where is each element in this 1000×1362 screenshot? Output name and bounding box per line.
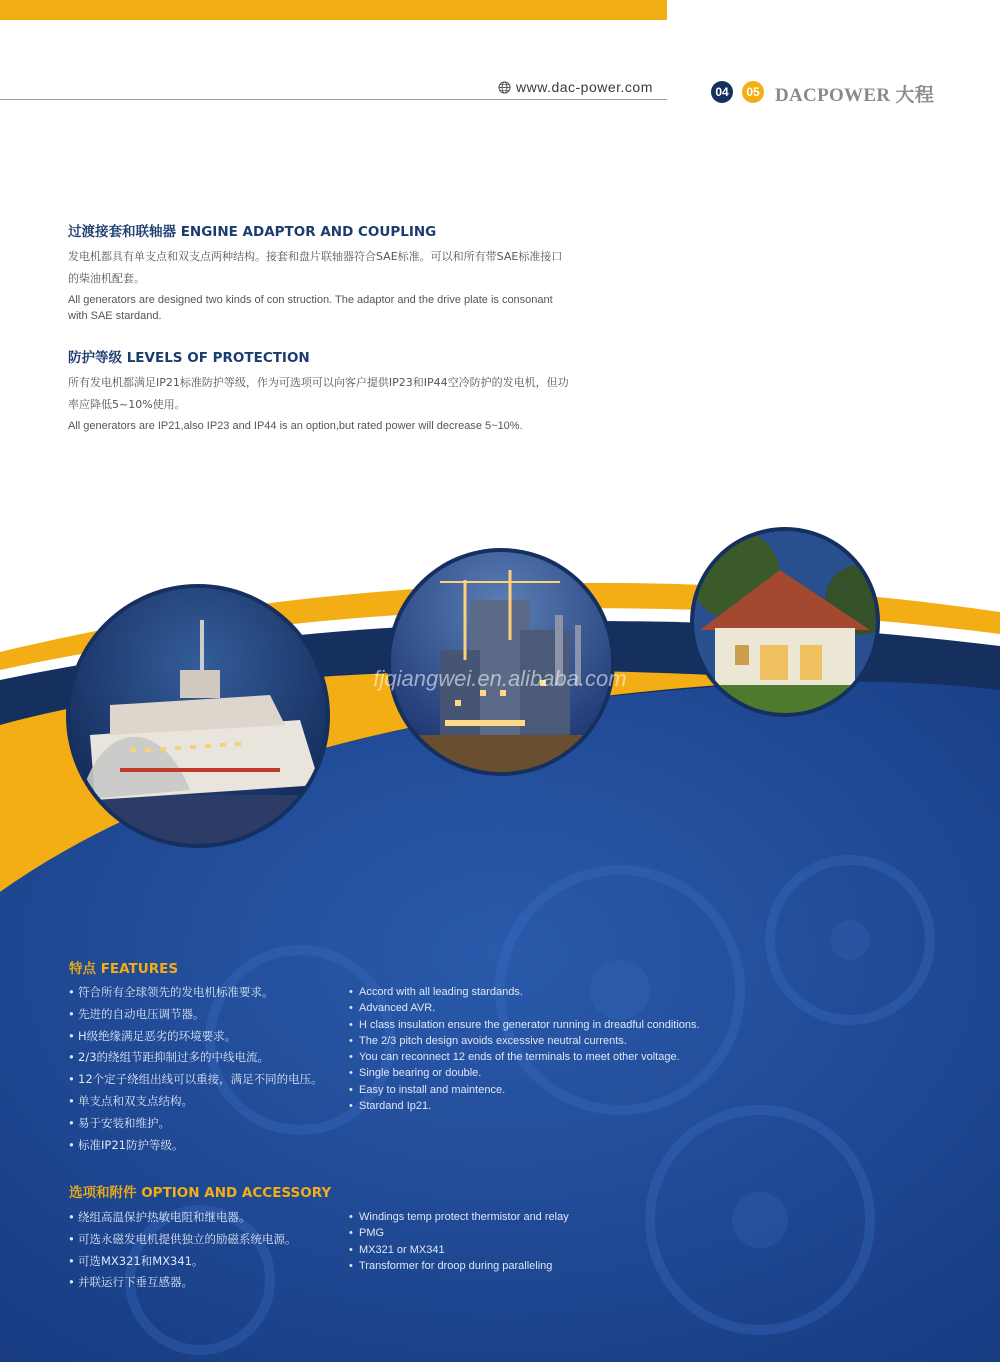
options-title: 选项和附件 OPTION AND ACCESSORY bbox=[69, 1185, 332, 1201]
section-en-line: All generators are designed two kinds of con struction. The adaptor and the drive plate is consonant bbox=[68, 294, 553, 306]
top-accent-bar bbox=[0, 0, 667, 20]
list-item: • Easy to install and maintence. bbox=[349, 1082, 700, 1098]
list-item: • 可选永磁发电机提供独立的励磁系统电源。 bbox=[68, 1229, 297, 1251]
section-en-line: All generators are IP21,also IP23 and IP44 is an option,but rated power will decrease 5~10%. bbox=[68, 420, 523, 432]
header-divider bbox=[0, 99, 667, 100]
list-item: • Advanced AVR. bbox=[349, 1000, 700, 1016]
list-item: • 单支点和双支点结构。 bbox=[68, 1091, 323, 1113]
list-item: • 并联运行下垂互感器。 bbox=[68, 1272, 297, 1294]
watermark: fjqiangwei.en.alibaba.com bbox=[373, 666, 627, 691]
section-cn-line: 率应降低5~10%使用。 bbox=[68, 398, 186, 411]
list-item: • H级绝缘满足恶劣的环境要求。 bbox=[68, 1026, 323, 1048]
list-item: • 易于安装和维护。 bbox=[68, 1113, 323, 1135]
list-item: • MX321 or MX341 bbox=[349, 1242, 569, 1258]
features-en-list bbox=[349, 984, 700, 1114]
list-item: • Single bearing or double. bbox=[349, 1065, 700, 1081]
features-title: 特点 FEATURES bbox=[69, 961, 179, 977]
options-cn-list bbox=[68, 1207, 297, 1294]
list-item: • 2/3的绕组节距抑制过多的中线电流。 bbox=[68, 1047, 323, 1069]
list-item: • 符合所有全球领先的发电机标准要求。 bbox=[68, 982, 323, 1004]
list-item: • H class insulation ensure the generator running in dreadful conditions. bbox=[349, 1017, 700, 1033]
list-item: • 先进的自动电压调节器。 bbox=[68, 1004, 323, 1026]
list-item: • 可选MX321和MX341。 bbox=[68, 1251, 297, 1273]
section-title: 防护等级 LEVELS OF PROTECTION bbox=[68, 350, 310, 366]
website-text: www.dac-power.com bbox=[516, 79, 653, 95]
section-en-line: with SAE stardand. bbox=[68, 310, 162, 322]
list-item: • The 2/3 pitch design avoids excessive neutral currents. bbox=[349, 1033, 700, 1049]
list-item: • PMG bbox=[349, 1225, 569, 1241]
list-item: • Transformer for droop during paralleling bbox=[349, 1258, 569, 1274]
list-item: • Stardand Ip21. bbox=[349, 1098, 700, 1114]
section-engine-adaptor bbox=[68, 220, 628, 324]
page-number-left: 04 bbox=[711, 81, 733, 103]
list-item: • Accord with all leading stardands. bbox=[349, 984, 700, 1000]
list-item: • 绕组高温保护热敏电阻和继电器。 bbox=[68, 1207, 297, 1229]
section-title: 过渡接套和联轴器 ENGINE ADAPTOR AND COUPLING bbox=[68, 224, 437, 240]
section-cn-line: 所有发电机都满足IP21标准防护等级，作为可选项可以向客户提供IP23和IP44空冷防护的发电机，但功 bbox=[68, 376, 569, 389]
list-item: • Windings temp protect thermistor and relay bbox=[349, 1209, 569, 1225]
section-cn-line: 的柴油机配套。 bbox=[68, 272, 145, 285]
options-en-list bbox=[349, 1209, 569, 1274]
section-protection bbox=[68, 346, 628, 434]
features-cn-list bbox=[68, 982, 323, 1156]
section-cn-line: 发电机都具有单支点和双支点两种结构。接套和盘片联轴器符合SAE标准。可以和所有带SAE标准接口 bbox=[68, 250, 563, 263]
globe-icon bbox=[498, 81, 511, 94]
brand-logo: DACPOWER 大程 bbox=[775, 85, 934, 106]
list-item: • 标准IP21防护等级。 bbox=[68, 1135, 323, 1157]
page-number-right: 05 bbox=[742, 81, 764, 103]
list-item: • You can reconnect 12 ends of the terminals to meet other voltage. bbox=[349, 1049, 700, 1065]
list-item: • 12个定子绕组出线可以重接，满足不同的电压。 bbox=[68, 1069, 323, 1091]
website-url[interactable] bbox=[498, 79, 653, 95]
